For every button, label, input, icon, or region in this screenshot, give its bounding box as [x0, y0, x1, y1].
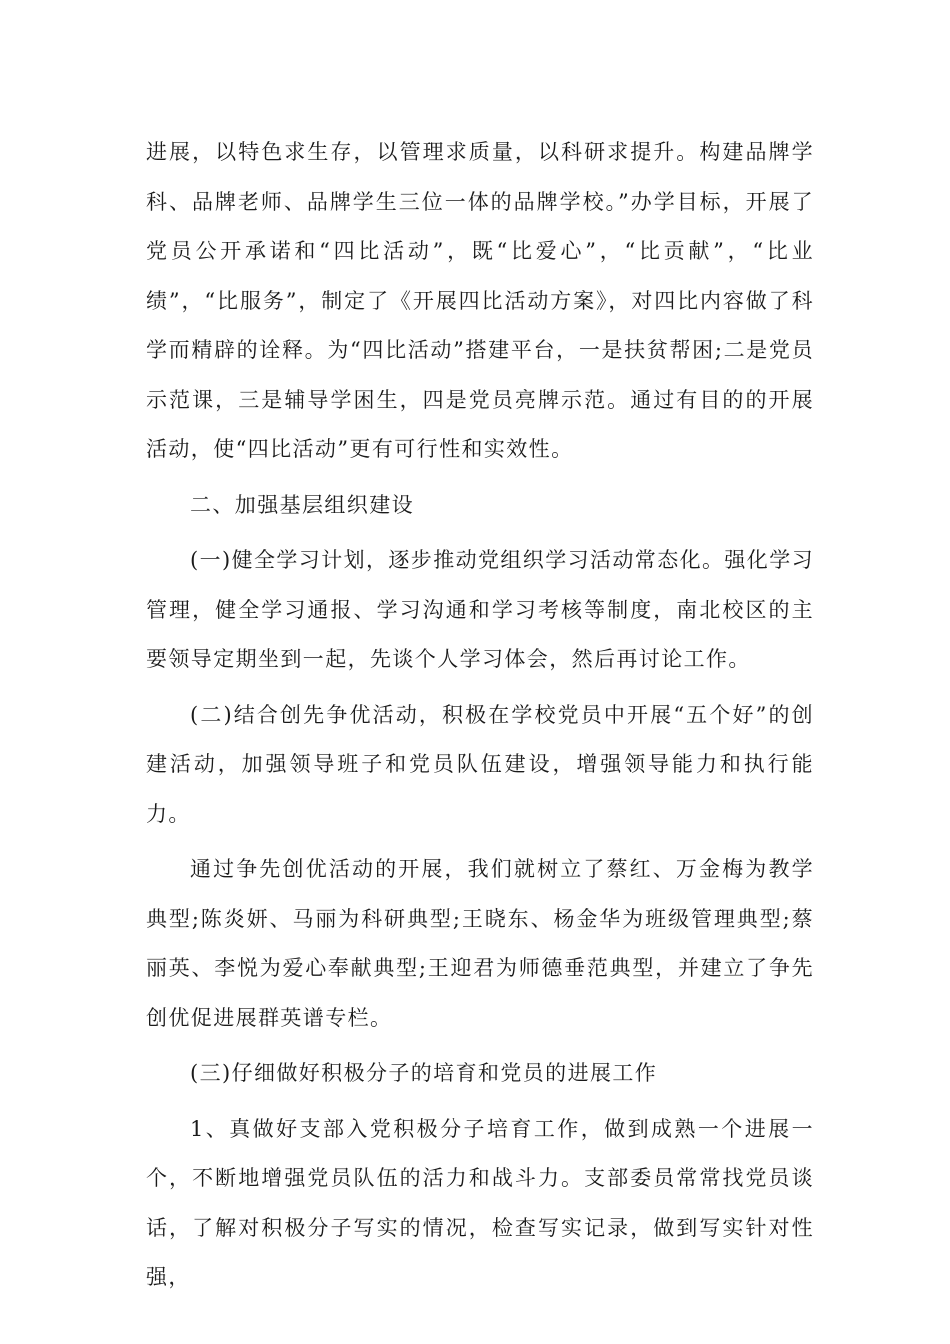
document-body [146, 128, 814, 1303]
paragraph-study-plan: (一)健全学习计划，逐步推动党组织学习活动常态化。强化学习管理，健全学习通报、学习沟通和学习考核等制度，南北校区的主要领导定期坐到一起，先谈个人学习体会，然后再讨论工作。 [146, 548, 814, 671]
paragraph-excellence-activity: (二)结合创先争优活动，积极在学校党员中开展“五个好”的创建活动，加强领导班子和党员队伍建设，增强领导能力和执行能力。 [146, 702, 814, 826]
paragraph-activist-training: 1、真做好支部入党积极分子培育工作，做到成熟一个进展一个，不断地增强党员队伍的活力和战斗力。支部委员常常找党员谈话，了解对积极分子写实的情况，检查写实记录，做到写实针对性强， [146, 1116, 814, 1289]
paragraph-continuation: 进展，以特色求生存，以管理求质量，以科研求提升。构建品牌学科、品牌老师、品牌学生三位一体的品牌学校。”办学目标，开展了党员公开承诺和“四比活动”，既“比爱心”，“比贡献”，“比业绩”，“比服务”，制定了《开展四比活动方案》，对四比内容做了科学而精辟的诠释。为“四比活动”搭建平台，一是扶贫帮困;二是党员示范课，三是辅导学困生，四是党员亮牌示范。通过有目的的开展活动，使“四比活动”更有可行性和实效性。 [146, 140, 814, 461]
subsection-heading: (三)仔细做好积极分子的培育和党员的进展工作 [190, 1061, 658, 1085]
section-heading: 二、加强基层组织建设 [190, 492, 414, 517]
paragraph-role-models: 通过争先创优活动的开展，我们就树立了蔡红、万金梅为教学典型;陈炎妍、马丽为科研典型;王晓东、杨金华为班级管理典型;蔡丽英、李悦为爱心奉献典型;王迎君为师德垂范典型，并建立了争先创优促进展群英谱专栏。 [146, 857, 814, 1030]
